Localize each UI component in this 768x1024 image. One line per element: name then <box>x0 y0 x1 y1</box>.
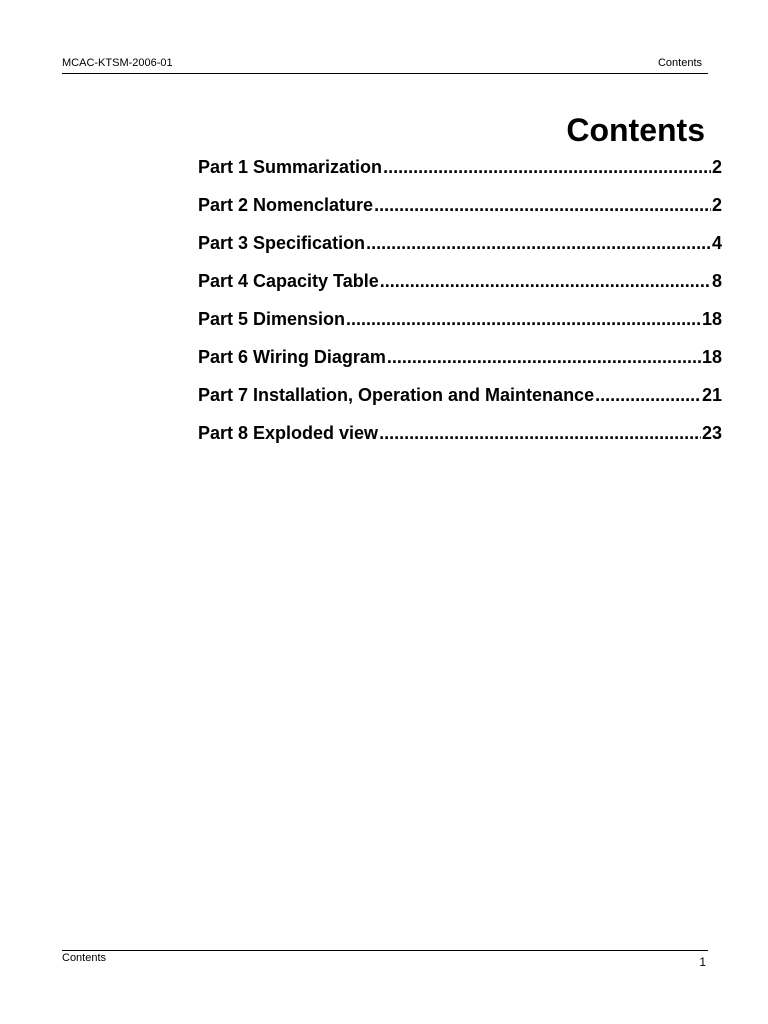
toc-entry-part-8[interactable] <box>198 418 722 456</box>
toc-entry-label: Part 5 Dimension <box>198 309 346 329</box>
table-of-contents <box>198 152 722 456</box>
toc-entry-part-7[interactable] <box>198 380 722 418</box>
toc-entry-part-1[interactable] <box>198 152 722 190</box>
toc-entry-page: 21 <box>701 385 722 405</box>
footer-section: Contents <box>62 952 107 964</box>
toc-dot-leader <box>346 304 701 334</box>
doc-code: MCAC-KTSM-2006-01 <box>62 57 173 69</box>
toc-dot-leader <box>379 418 701 448</box>
toc-entry-part-2[interactable] <box>198 190 722 228</box>
toc-entry-part-3[interactable] <box>198 228 722 266</box>
toc-dot-leader <box>374 190 711 220</box>
toc-entry-part-4[interactable] <box>198 266 722 304</box>
toc-entry-page: 23 <box>701 423 722 443</box>
toc-entry-page: 8 <box>711 271 722 291</box>
toc-entry-label: Part 4 Capacity Table <box>198 271 379 291</box>
toc-entry-label: Part 3 Specification <box>198 233 366 253</box>
page-footer <box>62 950 708 969</box>
toc-entry-part-6[interactable] <box>198 342 722 380</box>
toc-entry-page: 18 <box>701 347 722 367</box>
toc-entry-label: Part 2 Nomenclature <box>198 195 374 215</box>
toc-dot-leader <box>387 342 701 372</box>
page-title: Contents <box>566 112 705 148</box>
page-number: 1 <box>699 955 706 969</box>
toc-entry-page: 4 <box>711 233 722 253</box>
toc-entry-page: 2 <box>711 195 722 215</box>
toc-entry-label: Part 6 Wiring Diagram <box>198 347 386 367</box>
toc-entry-label: Part 1 Summarization <box>198 157 383 177</box>
toc-dot-leader <box>380 266 711 296</box>
toc-entry-page: 2 <box>711 157 722 177</box>
page-header <box>62 57 708 74</box>
toc-entry-page: 18 <box>701 309 722 329</box>
toc-dot-leader <box>366 228 711 258</box>
header-section: Contents <box>657 57 702 69</box>
toc-entry-label: Part 7 Installation, Operation and Maintenance <box>198 385 595 405</box>
toc-dot-leader <box>383 152 711 182</box>
toc-dot-leader <box>595 380 701 410</box>
toc-entry-part-5[interactable] <box>198 304 722 342</box>
toc-entry-label: Part 8 Exploded view <box>198 423 379 443</box>
